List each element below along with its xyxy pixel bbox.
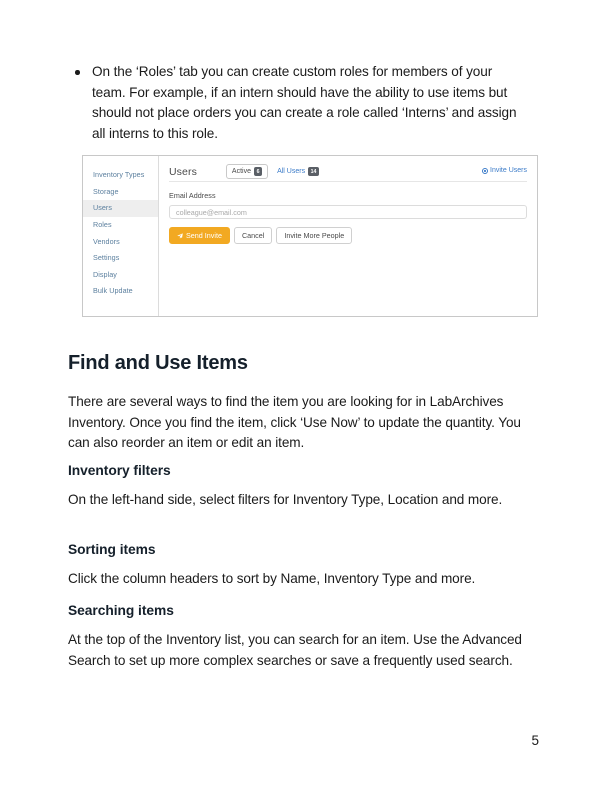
invite-users-label: Invite Users bbox=[490, 167, 527, 174]
send-invite-label: Send Invite bbox=[186, 230, 222, 240]
status-badge: 6 bbox=[254, 167, 262, 175]
section-body: Click the column headers to sort by Name, Inventory Type and more. bbox=[68, 571, 476, 586]
sidebar-item-storage[interactable]: Storage bbox=[93, 186, 119, 196]
section-searching-items bbox=[68, 603, 540, 671]
tab-active-users[interactable] bbox=[226, 164, 268, 179]
invite-users-link[interactable] bbox=[482, 167, 527, 174]
tab-active-label: Active bbox=[231, 167, 251, 175]
cancel-button[interactable]: Cancel bbox=[234, 227, 272, 244]
invite-more-people-button[interactable]: Invite More People bbox=[276, 227, 352, 244]
section-body: At the top of the Inventory list, you can search for an item. Use the Advanced Search to set up more complex searches or save a frequently used search. bbox=[68, 632, 522, 668]
sidebar-item-inventory-types[interactable]: Inventory Types bbox=[93, 170, 145, 180]
paper-plane-icon bbox=[177, 233, 183, 239]
app-header bbox=[169, 156, 527, 182]
status-badge: 14 bbox=[308, 167, 319, 175]
app-sidebar bbox=[83, 156, 159, 316]
embedded-app-screenshot bbox=[82, 155, 538, 317]
email-field-label: Email Address bbox=[169, 191, 216, 200]
app-main-panel bbox=[159, 156, 537, 316]
sidebar-item-roles[interactable]: Roles bbox=[93, 220, 112, 230]
bullet-list bbox=[68, 62, 528, 144]
sidebar-item-bulk-update[interactable]: Bulk Update bbox=[93, 286, 133, 296]
sidebar-item-settings[interactable]: Settings bbox=[93, 253, 120, 263]
circle-plus-icon bbox=[482, 168, 488, 174]
send-invite-button[interactable] bbox=[169, 227, 230, 244]
user-filter-tabs bbox=[226, 164, 319, 179]
section-heading: Inventory filters bbox=[68, 463, 171, 478]
section-heading: Searching items bbox=[68, 603, 174, 618]
intro-paragraph: There are several ways to find the item you are looking for in LabArchives Inventory. Once you find the item, click ‘Use Now’ to update the quantity. You can also reorder an item or edit an item. bbox=[68, 394, 521, 450]
sidebar-item-vendors[interactable]: Vendors bbox=[93, 236, 120, 246]
section-body: On the left-hand side, select filters for Inventory Type, Location and more. bbox=[68, 492, 503, 507]
email-placeholder: colleague@email.com bbox=[176, 207, 247, 217]
section-heading: Sorting items bbox=[68, 542, 156, 557]
page-title: Users bbox=[169, 165, 197, 178]
list-item: On the ‘Roles’ tab you can create custom roles for members of your team. For example, if an intern should have the ability to use items but should not place orders you can create a role called ‘Interns’ and assign all interns to this role. bbox=[68, 62, 528, 144]
tab-all-label: All Users bbox=[277, 167, 306, 175]
section-inventory-filters bbox=[68, 463, 540, 511]
tab-all-users[interactable] bbox=[277, 167, 319, 175]
sidebar-item-users[interactable]: Users bbox=[83, 200, 158, 217]
email-field[interactable] bbox=[169, 205, 527, 219]
page-number: 5 bbox=[531, 733, 539, 748]
sidebar-item-display[interactable]: Display bbox=[93, 269, 117, 279]
form-actions bbox=[169, 227, 527, 244]
section-sorting-items bbox=[68, 542, 540, 590]
page-heading: Find and Use Items bbox=[68, 352, 248, 374]
